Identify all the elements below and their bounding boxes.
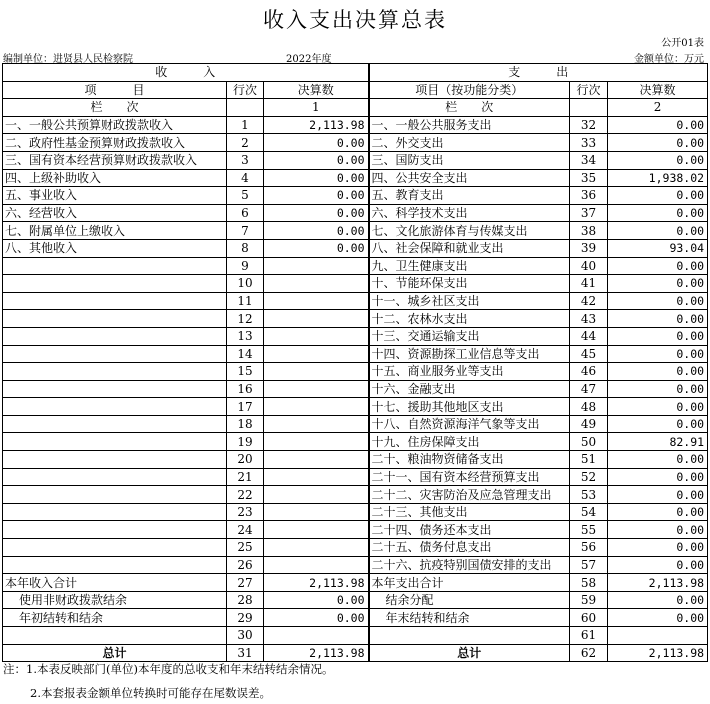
expense-column-index: 2 [608, 99, 708, 117]
expense-item: 总计 [369, 644, 570, 662]
income-amount [264, 415, 369, 433]
expense-row-no: 59 [570, 591, 608, 609]
expense-row-no: 32 [570, 116, 608, 134]
income-item [3, 451, 227, 469]
form-code: 公开01表 [661, 38, 704, 49]
table-row [3, 451, 708, 469]
income-row-no: 13 [227, 327, 264, 345]
income-amount [264, 327, 369, 345]
expense-row-no: 52 [570, 468, 608, 486]
income-item: 六、经营收入 [3, 204, 227, 222]
expense-item: 十一、城乡社区支出 [369, 292, 570, 310]
income-item [3, 380, 227, 398]
expense-item: 结余分配 [369, 591, 570, 609]
income-row-no: 3 [227, 151, 264, 169]
income-amount [264, 521, 369, 539]
income-amount: 0.00 [264, 222, 369, 240]
income-row-no: 15 [227, 363, 264, 381]
table-row [3, 591, 708, 609]
expense-row-no: 45 [570, 345, 608, 363]
expense-section-header: 支 出 [369, 64, 708, 82]
expense-item: 七、文化旅游体育与传媒支出 [369, 222, 570, 240]
expense-column-blank [570, 99, 608, 117]
income-amount: 0.00 [264, 204, 369, 222]
page-title: 收入支出决算总表 [263, 8, 447, 32]
expense-amount: 0.00 [608, 275, 708, 293]
income-item [3, 327, 227, 345]
income-row-no: 17 [227, 398, 264, 416]
table-row [3, 574, 708, 592]
expense-amount: 0.00 [608, 468, 708, 486]
table-row [3, 275, 708, 293]
expense-amount: 0.00 [608, 398, 708, 416]
income-amount [264, 433, 369, 451]
income-item: 二、政府性基金预算财政拨款收入 [3, 134, 227, 152]
expense-row-no: 50 [570, 433, 608, 451]
table-row [3, 644, 708, 662]
expense-row-no: 51 [570, 451, 608, 469]
expense-amount: 2,113.98 [608, 574, 708, 592]
expense-row-no: 41 [570, 275, 608, 293]
income-row-no: 21 [227, 468, 264, 486]
table-row [3, 239, 708, 257]
income-row-no: 29 [227, 609, 264, 627]
income-amount [264, 380, 369, 398]
expense-amount: 0.00 [608, 204, 708, 222]
income-item [3, 556, 227, 574]
column-index-row [3, 99, 708, 117]
unit-label: 金额单位：万元 [634, 54, 704, 65]
table-row [3, 187, 708, 205]
expense-item: 三、国防支出 [369, 151, 570, 169]
income-amount [264, 275, 369, 293]
income-item [3, 433, 227, 451]
income-row-no: 16 [227, 380, 264, 398]
expense-amount: 0.00 [608, 451, 708, 469]
income-item [3, 363, 227, 381]
income-item: 使用非财政拨款结余 [3, 591, 227, 609]
table-row [3, 292, 708, 310]
expense-amount: 0.00 [608, 591, 708, 609]
expense-row-no: 56 [570, 539, 608, 557]
table-row [3, 310, 708, 328]
table-row [3, 204, 708, 222]
income-row-no: 26 [227, 556, 264, 574]
income-row-no: 28 [227, 591, 264, 609]
expense-row-no: 42 [570, 292, 608, 310]
expense-amount: 1,938.02 [608, 169, 708, 187]
expense-row-no: 35 [570, 169, 608, 187]
expense-row-no: 40 [570, 257, 608, 275]
expense-item: 十三、交通运输支出 [369, 327, 570, 345]
expense-row-no: 33 [570, 134, 608, 152]
income-row-no: 7 [227, 222, 264, 240]
expense-item: 十七、援助其他地区支出 [369, 398, 570, 416]
income-item: 七、附属单位上缴收入 [3, 222, 227, 240]
expense-amount: 0.00 [608, 134, 708, 152]
income-column-blank [227, 99, 264, 117]
income-row-no: 5 [227, 187, 264, 205]
income-amount [264, 451, 369, 469]
income-row-no: 12 [227, 310, 264, 328]
income-item [3, 503, 227, 521]
expense-item: 十二、农林水支出 [369, 310, 570, 328]
expense-row-no: 62 [570, 644, 608, 662]
table-row [3, 134, 708, 152]
income-item [3, 398, 227, 416]
expense-row-no: 55 [570, 521, 608, 539]
income-row-no: 2 [227, 134, 264, 152]
income-item: 五、事业收入 [3, 187, 227, 205]
income-amount: 0.00 [264, 591, 369, 609]
income-item [3, 486, 227, 504]
expense-amount: 0.00 [608, 415, 708, 433]
expense-amount: 0.00 [608, 151, 708, 169]
table-row [3, 503, 708, 521]
expense-row-no: 46 [570, 363, 608, 381]
income-item-header: 项 目 [3, 81, 227, 99]
expense-row-no: 47 [570, 380, 608, 398]
income-column-index: 1 [264, 99, 369, 117]
income-row-no: 6 [227, 204, 264, 222]
expense-amount: 0.00 [608, 327, 708, 345]
table-row [3, 468, 708, 486]
expense-rowno-header: 行次 [570, 81, 608, 99]
income-amount: 2,113.98 [264, 644, 369, 662]
expense-item-header: 项目（按功能分类） [369, 81, 570, 99]
expense-row-no: 48 [570, 398, 608, 416]
expense-item: 十四、资源勘探工业信息等支出 [369, 345, 570, 363]
expense-amount: 0.00 [608, 539, 708, 557]
income-amount [264, 292, 369, 310]
income-row-no: 31 [227, 644, 264, 662]
income-row-no: 24 [227, 521, 264, 539]
expense-amount [608, 627, 708, 645]
expense-item: 二十二、灾害防治及应急管理支出 [369, 486, 570, 504]
income-amount [264, 486, 369, 504]
expense-item: 年末结转和结余 [369, 609, 570, 627]
expense-item: 二十四、债务还本支出 [369, 521, 570, 539]
expense-item: 二十五、债务付息支出 [369, 539, 570, 557]
expense-amount: 0.00 [608, 556, 708, 574]
expense-amount: 0.00 [608, 609, 708, 627]
income-row-no: 9 [227, 257, 264, 275]
expense-row-no: 57 [570, 556, 608, 574]
expense-amount: 0.00 [608, 486, 708, 504]
income-item [3, 292, 227, 310]
income-item [3, 345, 227, 363]
income-item: 四、上级补助收入 [3, 169, 227, 187]
expense-item: 一、一般公共服务支出 [369, 116, 570, 134]
income-amount [264, 539, 369, 557]
expense-item: 二十、粮油物资储备支出 [369, 451, 570, 469]
table-row [3, 539, 708, 557]
income-item [3, 468, 227, 486]
income-item [3, 539, 227, 557]
expense-item: 二十三、其他支出 [369, 503, 570, 521]
income-row-no: 19 [227, 433, 264, 451]
table-row [3, 169, 708, 187]
expense-amount: 2,113.98 [608, 644, 708, 662]
org-label: 编制单位：进贤县人民检察院 [3, 54, 133, 65]
income-amount-header: 决算数 [264, 81, 369, 99]
expense-row-no: 54 [570, 503, 608, 521]
expense-item: 十、节能环保支出 [369, 275, 570, 293]
income-item: 本年收入合计 [3, 574, 227, 592]
income-item: 总计 [3, 644, 227, 662]
expense-row-no: 44 [570, 327, 608, 345]
income-row-no: 25 [227, 539, 264, 557]
table-row [3, 257, 708, 275]
expense-amount: 0.00 [608, 187, 708, 205]
section-header-row [3, 64, 708, 82]
expense-row-no: 34 [570, 151, 608, 169]
table-row [3, 380, 708, 398]
income-item [3, 257, 227, 275]
income-row-no: 11 [227, 292, 264, 310]
expense-row-no: 61 [570, 627, 608, 645]
expense-amount: 0.00 [608, 222, 708, 240]
expense-row-no: 49 [570, 415, 608, 433]
income-row-no: 23 [227, 503, 264, 521]
table-row [3, 398, 708, 416]
income-section-header: 收 入 [3, 64, 369, 82]
table-row [3, 116, 708, 134]
income-amount: 0.00 [264, 187, 369, 205]
income-amount [264, 363, 369, 381]
income-item: 三、国有资本经营预算财政拨款收入 [3, 151, 227, 169]
expense-amount-header: 决算数 [608, 81, 708, 99]
expense-amount: 93.04 [608, 239, 708, 257]
table-row [3, 151, 708, 169]
income-amount: 0.00 [264, 239, 369, 257]
income-row-no: 10 [227, 275, 264, 293]
income-amount [264, 627, 369, 645]
expense-amount: 0.00 [608, 292, 708, 310]
year-label: 2022年度 [286, 54, 332, 65]
expense-item [369, 627, 570, 645]
income-item: 八、其他收入 [3, 239, 227, 257]
income-expense-table [2, 63, 708, 662]
table-row [3, 556, 708, 574]
expense-amount: 0.00 [608, 345, 708, 363]
income-column-label: 栏 次 [3, 99, 227, 117]
expense-row-no: 43 [570, 310, 608, 328]
income-row-no: 18 [227, 415, 264, 433]
column-header-row [3, 81, 708, 99]
expense-item: 十九、住房保障支出 [369, 433, 570, 451]
income-row-no: 22 [227, 486, 264, 504]
expense-amount: 0.00 [608, 503, 708, 521]
income-item [3, 275, 227, 293]
table-row [3, 486, 708, 504]
expense-row-no: 60 [570, 609, 608, 627]
income-amount: 0.00 [264, 169, 369, 187]
note-1: 注：1.本表反映部门(单位)本年度的总收支和年末结转结余情况。 [3, 662, 334, 676]
table-row [3, 363, 708, 381]
expense-amount: 0.00 [608, 363, 708, 381]
income-item [3, 415, 227, 433]
table-row [3, 415, 708, 433]
income-amount: 0.00 [264, 609, 369, 627]
income-row-no: 30 [227, 627, 264, 645]
income-item [3, 310, 227, 328]
income-rowno-header: 行次 [227, 81, 264, 99]
expense-item: 本年支出合计 [369, 574, 570, 592]
expense-amount: 82.91 [608, 433, 708, 451]
income-row-no: 4 [227, 169, 264, 187]
income-row-no: 8 [227, 239, 264, 257]
income-amount [264, 257, 369, 275]
income-amount: 2,113.98 [264, 574, 369, 592]
income-amount [264, 468, 369, 486]
income-item: 年初结转和结余 [3, 609, 227, 627]
expense-item: 二十六、抗疫特别国债安排的支出 [369, 556, 570, 574]
expense-item: 十五、商业服务业等支出 [369, 363, 570, 381]
expense-item: 二、外交支出 [369, 134, 570, 152]
expense-amount: 0.00 [608, 521, 708, 539]
expense-row-no: 58 [570, 574, 608, 592]
income-row-no: 1 [227, 116, 264, 134]
expense-item: 四、公共安全支出 [369, 169, 570, 187]
expense-row-no: 37 [570, 204, 608, 222]
expense-row-no: 53 [570, 486, 608, 504]
income-row-no: 20 [227, 451, 264, 469]
income-item [3, 521, 227, 539]
expense-column-label: 栏 次 [369, 99, 570, 117]
income-row-no: 27 [227, 574, 264, 592]
note-2: 2.本套报表金额单位转换时可能存在尾数误差。 [30, 686, 271, 700]
expense-item: 九、卫生健康支出 [369, 257, 570, 275]
table-row [3, 609, 708, 627]
expense-item: 八、社会保障和就业支出 [369, 239, 570, 257]
expense-item: 十六、金融支出 [369, 380, 570, 398]
income-amount: 0.00 [264, 134, 369, 152]
expense-amount: 0.00 [608, 310, 708, 328]
income-amount [264, 503, 369, 521]
income-item [3, 627, 227, 645]
table-row [3, 627, 708, 645]
income-amount [264, 345, 369, 363]
income-amount [264, 310, 369, 328]
expense-item: 十八、自然资源海洋气象等支出 [369, 415, 570, 433]
income-amount [264, 556, 369, 574]
table-row [3, 345, 708, 363]
expense-item: 二十一、国有资本经营预算支出 [369, 468, 570, 486]
expense-row-no: 39 [570, 239, 608, 257]
table-row [3, 222, 708, 240]
expense-item: 五、教育支出 [369, 187, 570, 205]
income-amount [264, 398, 369, 416]
expense-row-no: 38 [570, 222, 608, 240]
income-item: 一、一般公共预算财政拨款收入 [3, 116, 227, 134]
income-amount: 0.00 [264, 151, 369, 169]
expense-row-no: 36 [570, 187, 608, 205]
expense-amount: 0.00 [608, 116, 708, 134]
expense-amount: 0.00 [608, 380, 708, 398]
expense-item: 六、科学技术支出 [369, 204, 570, 222]
expense-amount: 0.00 [608, 257, 708, 275]
income-amount: 2,113.98 [264, 116, 369, 134]
income-row-no: 14 [227, 345, 264, 363]
table-row [3, 327, 708, 345]
table-row [3, 433, 708, 451]
table-row [3, 521, 708, 539]
